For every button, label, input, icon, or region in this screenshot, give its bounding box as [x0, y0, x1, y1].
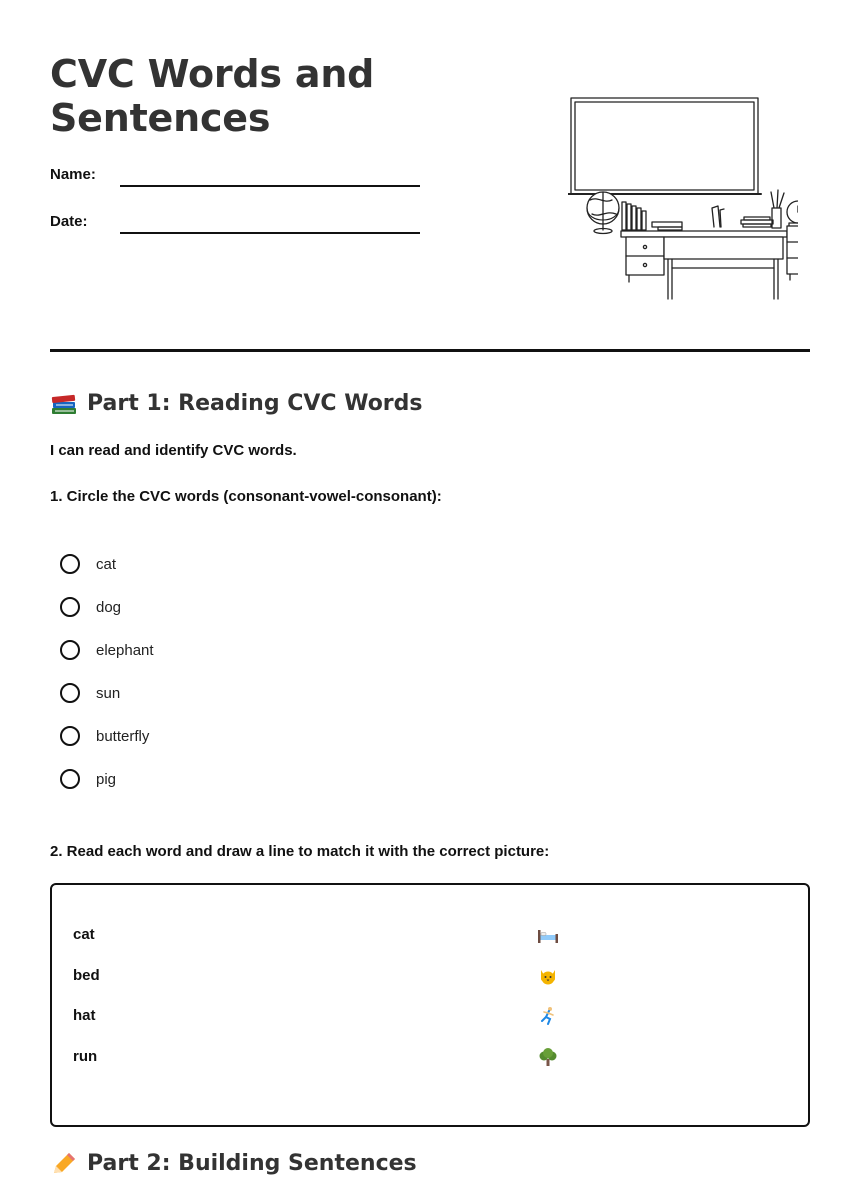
match-word-run[interactable]: run — [73, 1048, 98, 1065]
question-1-prompt: 1. Circle the CVC words (consonant-vowel-consonant): — [50, 488, 442, 505]
teacher-desk-chalkboard-illustration — [568, 96, 798, 302]
option-dog[interactable] — [60, 594, 121, 620]
part2-heading-text: Part 2: Building Sentences — [87, 1151, 417, 1176]
match-word-bed[interactable]: bed — [73, 967, 100, 984]
part2-heading — [50, 1150, 417, 1178]
circle-target[interactable] — [60, 683, 80, 703]
option-label: pig — [96, 770, 117, 788]
part1-heading-text: Part 1: Reading CVC Words — [87, 391, 423, 416]
learning-objective: I can read and identify CVC words. — [50, 442, 297, 459]
option-label: elephant — [96, 641, 154, 659]
books-icon — [50, 391, 78, 417]
date-write-line[interactable] — [120, 232, 420, 234]
circle-target[interactable] — [60, 597, 80, 617]
tree-icon[interactable] — [537, 1047, 559, 1067]
option-label: butterfly — [96, 727, 150, 745]
name-field — [50, 165, 420, 189]
pencil-icon — [50, 1151, 78, 1177]
match-word-cat[interactable]: cat — [73, 926, 95, 943]
question-2-prompt: 2. Read each word and draw a line to match it with the correct picture: — [50, 843, 550, 860]
section-divider — [50, 349, 810, 352]
name-label: Name: — [50, 166, 96, 183]
option-cat[interactable] — [60, 551, 116, 577]
running-person-icon[interactable] — [537, 1006, 559, 1026]
name-write-line[interactable] — [120, 185, 420, 187]
matching-box — [50, 883, 810, 1127]
date-field — [50, 212, 420, 236]
cat-face-icon[interactable] — [537, 966, 559, 986]
option-label: sun — [96, 684, 121, 702]
option-elephant[interactable] — [60, 637, 154, 663]
circle-target[interactable] — [60, 726, 80, 746]
circle-target[interactable] — [60, 554, 80, 574]
worksheet-title: CVC Words and Sentences — [50, 52, 375, 140]
worksheet-page — [50, 0, 810, 1176]
bed-icon[interactable] — [537, 925, 559, 945]
option-label: cat — [96, 555, 117, 573]
date-label: Date: — [50, 213, 88, 230]
match-word-hat[interactable]: hat — [73, 1007, 96, 1024]
part1-heading — [50, 390, 423, 418]
circle-target[interactable] — [60, 640, 80, 660]
option-label: dog — [96, 598, 122, 616]
option-pig[interactable] — [60, 766, 116, 792]
option-sun[interactable] — [60, 680, 120, 706]
circle-target[interactable] — [60, 769, 80, 789]
option-butterfly[interactable] — [60, 723, 149, 749]
